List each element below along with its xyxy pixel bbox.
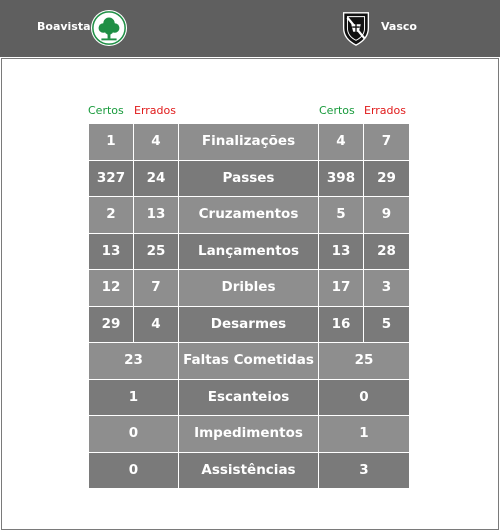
stat-row-assistencias <box>89 453 409 490</box>
home-certos-value: 29 <box>89 307 133 343</box>
away-value: 1 <box>319 416 409 452</box>
stat-row-dribles <box>89 270 409 307</box>
stat-label: Desarmes <box>178 307 319 343</box>
home-value: 1 <box>89 380 178 416</box>
match-header <box>0 0 500 57</box>
home-errados-value: 24 <box>133 161 178 197</box>
stat-label: Passes <box>178 161 319 197</box>
away-errados-value: 28 <box>363 234 409 270</box>
home-errados-value: 13 <box>133 197 178 233</box>
away-certos-value: 5 <box>319 197 363 233</box>
stat-label: Lançamentos <box>178 234 319 270</box>
stat-row-lancamentos <box>89 234 409 271</box>
stat-label: Impedimentos <box>178 416 319 452</box>
stat-row-cruzamentos <box>89 197 409 234</box>
stat-row-finalizacoes <box>89 124 409 161</box>
home-errados-value: 25 <box>133 234 178 270</box>
home-certos-value: 2 <box>89 197 133 233</box>
away-value: 25 <box>319 343 409 379</box>
boavista-crest-icon <box>90 9 128 47</box>
stat-label: Dribles <box>178 270 319 306</box>
stat-label: Escanteios <box>178 380 319 416</box>
home-errados-label: Errados <box>134 104 176 117</box>
away-errados-value: 7 <box>363 124 409 160</box>
away-errados-label: Errados <box>364 104 406 117</box>
home-value: 0 <box>89 416 178 452</box>
home-value: 23 <box>89 343 178 379</box>
stat-label: Finalizações <box>178 124 319 160</box>
home-errados-value: 4 <box>133 307 178 343</box>
stat-label: Faltas Cometidas <box>178 343 319 379</box>
stats-table <box>89 124 409 489</box>
home-value: 0 <box>89 453 178 489</box>
home-errados-value: 7 <box>133 270 178 306</box>
home-errados-value: 4 <box>133 124 178 160</box>
away-errados-value: 3 <box>363 270 409 306</box>
stat-row-faltas-cometidas <box>89 343 409 380</box>
away-errados-value: 9 <box>363 197 409 233</box>
away-certos-label: Certos <box>319 104 355 117</box>
away-team-name: Vasco <box>381 20 417 33</box>
away-certos-value: 4 <box>319 124 363 160</box>
away-certos-value: 13 <box>319 234 363 270</box>
vasco-crest-icon <box>337 9 375 47</box>
stat-label: Assistências <box>178 453 319 489</box>
home-certos-value: 13 <box>89 234 133 270</box>
away-certos-value: 398 <box>319 161 363 197</box>
stat-row-desarmes <box>89 307 409 344</box>
stat-row-escanteios <box>89 380 409 417</box>
away-errados-value: 5 <box>363 307 409 343</box>
away-certos-value: 17 <box>319 270 363 306</box>
stat-row-impedimentos <box>89 416 409 453</box>
home-certos-label: Certos <box>88 104 124 117</box>
stat-label: Cruzamentos <box>178 197 319 233</box>
home-team-name: Boavista <box>37 20 91 33</box>
stat-row-passes <box>89 161 409 198</box>
away-value: 0 <box>319 380 409 416</box>
away-certos-value: 16 <box>319 307 363 343</box>
home-certos-value: 327 <box>89 161 133 197</box>
home-certos-value: 1 <box>89 124 133 160</box>
away-errados-value: 29 <box>363 161 409 197</box>
away-value: 3 <box>319 453 409 489</box>
home-certos-value: 12 <box>89 270 133 306</box>
